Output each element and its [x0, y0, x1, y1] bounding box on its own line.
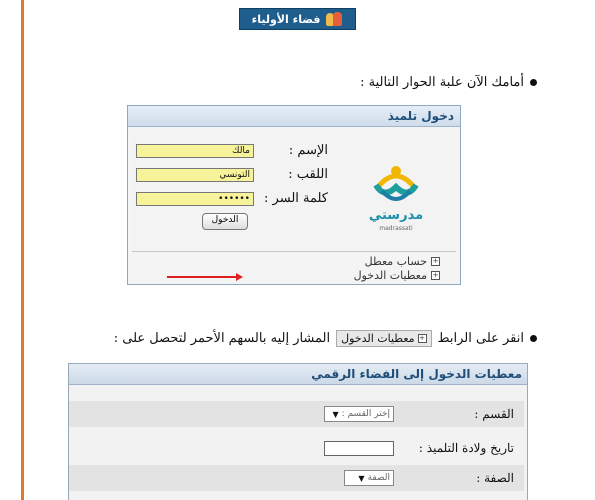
- role-select[interactable]: [344, 470, 394, 486]
- svg-text:مدرستي: مدرستي: [368, 208, 424, 223]
- instruction-before: انقر على الرابط: [437, 331, 524, 346]
- dropdown-arrow-icon: ▼: [332, 409, 339, 419]
- first-name-label: الإسم :: [288, 143, 328, 158]
- left-accent-bar: [21, 0, 24, 500]
- inline-login-data-link[interactable]: [336, 330, 431, 347]
- disabled-account-label: حساب معطل: [364, 255, 427, 268]
- birthdate-input[interactable]: [324, 441, 394, 456]
- login-data-label: معطيات الدخول: [353, 269, 427, 282]
- role-select-value: الصفة: [367, 473, 390, 483]
- expand-icon: +: [419, 334, 425, 342]
- first-name-input[interactable]: مالك: [136, 144, 254, 158]
- password-label: كلمة السر :: [264, 191, 328, 206]
- role-label: الصفة :: [476, 471, 514, 485]
- expand-icon: +: [432, 271, 439, 279]
- dropdown-arrow-icon: ▼: [358, 473, 365, 483]
- parents-icon: [325, 11, 343, 27]
- last-name-label: اللقب :: [288, 167, 328, 182]
- bullet-icon: [530, 79, 537, 86]
- digital-space-form: [68, 363, 528, 500]
- first-name-row: [136, 143, 328, 158]
- madrassati-logo-icon: [356, 155, 436, 235]
- instruction-after: المشار إليه بالسهم الأحمر لتحصل على :: [113, 331, 331, 346]
- instruction-paragraph: [114, 330, 537, 347]
- login-dialog-title: دخول تلميذ: [128, 106, 460, 127]
- parents-space-label: فضاء الأولياء: [251, 12, 321, 26]
- class-select-value: إختر القسم :: [341, 409, 390, 419]
- disabled-account-link[interactable]: [365, 255, 440, 268]
- svg-text:madrassati: madrassati: [379, 225, 413, 232]
- intro-text: أمامك الآن علبة الحوار التالية :: [360, 75, 524, 90]
- role-row: [69, 465, 524, 491]
- login-button[interactable]: الدخول: [202, 213, 248, 230]
- intro-paragraph: [360, 75, 537, 90]
- class-row: [69, 401, 524, 427]
- birthdate-label: تاريخ ولادة التلميذ :: [418, 441, 514, 455]
- expand-icon: +: [432, 257, 439, 265]
- birthdate-row: [69, 435, 524, 461]
- student-login-dialog: [127, 105, 461, 285]
- login-links: [132, 251, 456, 285]
- red-arrow-icon: [167, 276, 237, 278]
- class-select[interactable]: [324, 406, 394, 422]
- bullet-icon: [530, 335, 537, 342]
- inline-link-label: معطيات الدخول: [341, 332, 415, 345]
- last-name-input[interactable]: التونسي: [136, 168, 254, 182]
- password-input[interactable]: ••••••: [136, 192, 254, 206]
- password-row: [136, 191, 328, 206]
- last-name-row: [136, 167, 328, 182]
- login-data-link[interactable]: [354, 269, 440, 282]
- form-title: معطيات الدخول إلى الفضاء الرقمي: [69, 364, 527, 385]
- class-label: القسم :: [474, 407, 514, 421]
- login-form-area: [132, 130, 456, 248]
- parents-space-badge[interactable]: [239, 8, 356, 30]
